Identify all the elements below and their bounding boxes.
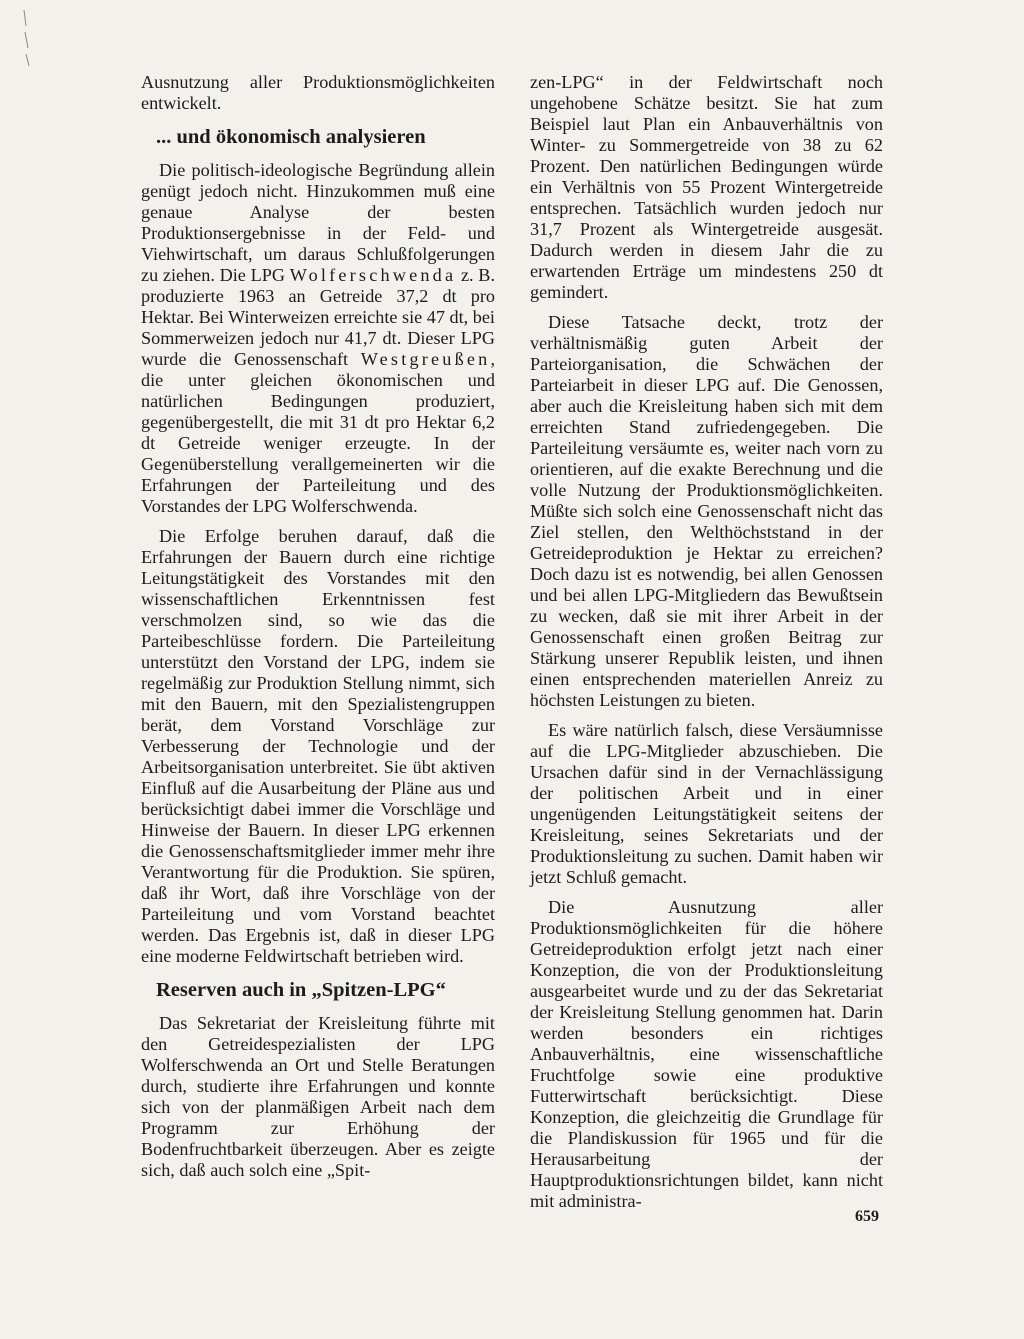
left-column: [141, 72, 495, 1181]
paragraph-tatsache: Diese Tatsache deckt, trotz der verhältnismäßig guten Arbeit der Parteiorganisation, die Schwächen der Parteiarbeit in dieser LPG auf. Die Genossen, aber auch die Kreisleitung haben sich mit dem erreichten Stand zufriedengegeben. Die Parteileitung versäumte es, weiter nach vorn zu orientieren, auf die exakte Berechnung und die volle Nutzung der Produktionsmöglichkeiten. Müßte sich solch eine Genossenschaft nicht das Ziel stellen, den Welthöchststand in der Getreideproduktion je Hektar zu erreichen? Doch dazu ist es notwendig, bei allen Genossen und bei allen LPG-Mitgliedern das Bewußtsein zu wecken, daß sie mit ihrer Arbeit in der Genossenschaft einen großen Beitrag zur Stärkung unserer Republik leisten, und ihnen einen entsprechenden materiellen Anreiz zu höchsten Leistungen zu bieten.: [530, 312, 883, 710]
spaced-name-westgreussen: Westgreußen: [360, 349, 491, 369]
right-column: [530, 72, 883, 1212]
paragraph-erfolge: Die Erfolge beruhen darauf, daß die Erfahrungen der Bauern durch eine richtige Leitungstätigkeit des Vorstandes mit den wissenschaftlichen Erkenntnissen fest verschmolzen sind, so wie das die Parteibeschlüsse fordern. Die Parteileitung unterstützt den Vorstand der LPG, indem sie regelmäßig zur Produktion Stellung nimmt, sich mit den Bauern, mit den Spezialistengruppen berät, dem Vorstand Vorschläge zur Verbesserung der Technologie und der Arbeitsorganisation unterbreitet. Sie übt aktiven Einfluß auf die Ausarbeitung der Pläne aus und berücksichtigt dabei immer die Vorschläge und Hinweise der Bauern. In dieser LPG erkennen die Genossenschaftsmitglieder immer mehr ihre Verantwortung für die Produktion. Sie spüren, daß ihr Wort, daß ihre Vorschläge von der Parteileitung und vom Vorstand beachtet werden. Das Ergebnis ist, daß in dieser LPG eine moderne Feldwirtschaft betrieben wird.: [141, 526, 495, 966]
paragraph-sekretariat: Das Sekretariat der Kreisleitung führte mit den Getreidespezialisten der LPG Wolferschwenda an Ort und Stelle Beratungen durch, studierte ihre Erfahrungen und konnte sich von der planmäßigen Arbeit nach dem Programm zur Erhöhung der Bodenfruchtbarkeit überzeugen. Aber es zeigte sich, daß auch solch eine „Spit-: [141, 1013, 495, 1180]
intro-paragraph: Ausnutzung aller Produktionsmöglichkeiten entwickelt.: [141, 72, 495, 113]
paragraph-analysis-part-c: , die unter gleichen ökonomischen und natürlichen Bedingungen produziert, gegenübergestellt, die mit 31 dt pro Hektar 6,2 dt Getreide weniger erzeugte. In der Gegenüberstellung verallgemeinerten wir die Erfahrungen der Parteileitung und des Vorstandes der LPG Wolferschwenda.: [141, 349, 495, 516]
paragraph-analysis: [141, 160, 495, 517]
spaced-name-wolferschwenda: Wolferschwenda: [289, 265, 457, 285]
paragraph-versaeumnisse: Es wäre natürlich falsch, diese Versäumnisse auf die LPG-Mitglieder abzuschieben. Die Ursachen dafür sind in der Vernachlässigung der politischen Arbeit und in einer ungenügenden Leitungstätigkeit seitens der Kreisleitung, seines Sekretariats und der Produktionsleitung zu suchen. Damit haben wir jetzt Schluß gemacht.: [530, 720, 883, 887]
paragraph-spitzen-lpg: zen-LPG“ in der Feldwirtschaft noch ungehobene Schätze besitzt. Sie hat zum Beispiel laut Plan ein Anbauverhältnis von Winter- zu Sommergetreide von 38 zu 62 Prozent. Den natürlichen Bedingungen würde ein Verhältnis von 55 Prozent Wintergetreide entsprechen. Tatsächlich wurden jedoch nur 31,7 Prozent als Wintergetreide ausgesät. Dadurch werden in diesem Jahr die zu erwartenden Erträge um mindestens 250 dt gemindert.: [530, 72, 883, 302]
paragraph-ausnutzung: Die Ausnutzung aller Produktionsmöglichkeiten für die höhere Getreideproduktion erfolgt jetzt nach einer Konzeption, die von der Produktionsleitung ausgearbeitet wurde und zu der das Sekretariat der Kreisleitung Stellung genommen hat. Darin werden besonders ein richtiges Anbauverhältnis, eine wissenschaftliche Fruchtfolge sowie eine produktive Futterwirtschaft berücksichtigt. Diese Konzeption, die gleichzeitig die Grundlage für die Plandiskussion für 1965 und für die Herausarbeitung der Hauptproduktionsrichtungen bildet, kann nicht mit administra-: [530, 897, 883, 1211]
paragraph-analysis-part-b: z. B. produzierte 1963 an Getreide 37,2 dt pro Hektar. Bei Winterweizen erreichte sie 47 dt, bei Sommerweizen jedoch nur 41,7 dt. Dieser LPG wurde die Genossenschaft: [141, 265, 495, 369]
paragraph-analysis-part-a: Die politisch-ideologische Begründung allein genügt jedoch nicht. Hinzukommen muß eine genaue Analyse der besten Produktionsergebnisse in der Feld- und Viehwirtschaft, um daraus Schlußfolgerungen zu ziehen. Die LPG: [141, 160, 495, 285]
section-heading-reserven: Reserven auch in „Spitzen-LPG“: [156, 979, 446, 1001]
page-number: 659: [855, 1208, 879, 1225]
section-heading-analysieren: ... und ökonomisch analysieren: [156, 126, 426, 148]
scan-edge-mark: [20, 8, 34, 68]
